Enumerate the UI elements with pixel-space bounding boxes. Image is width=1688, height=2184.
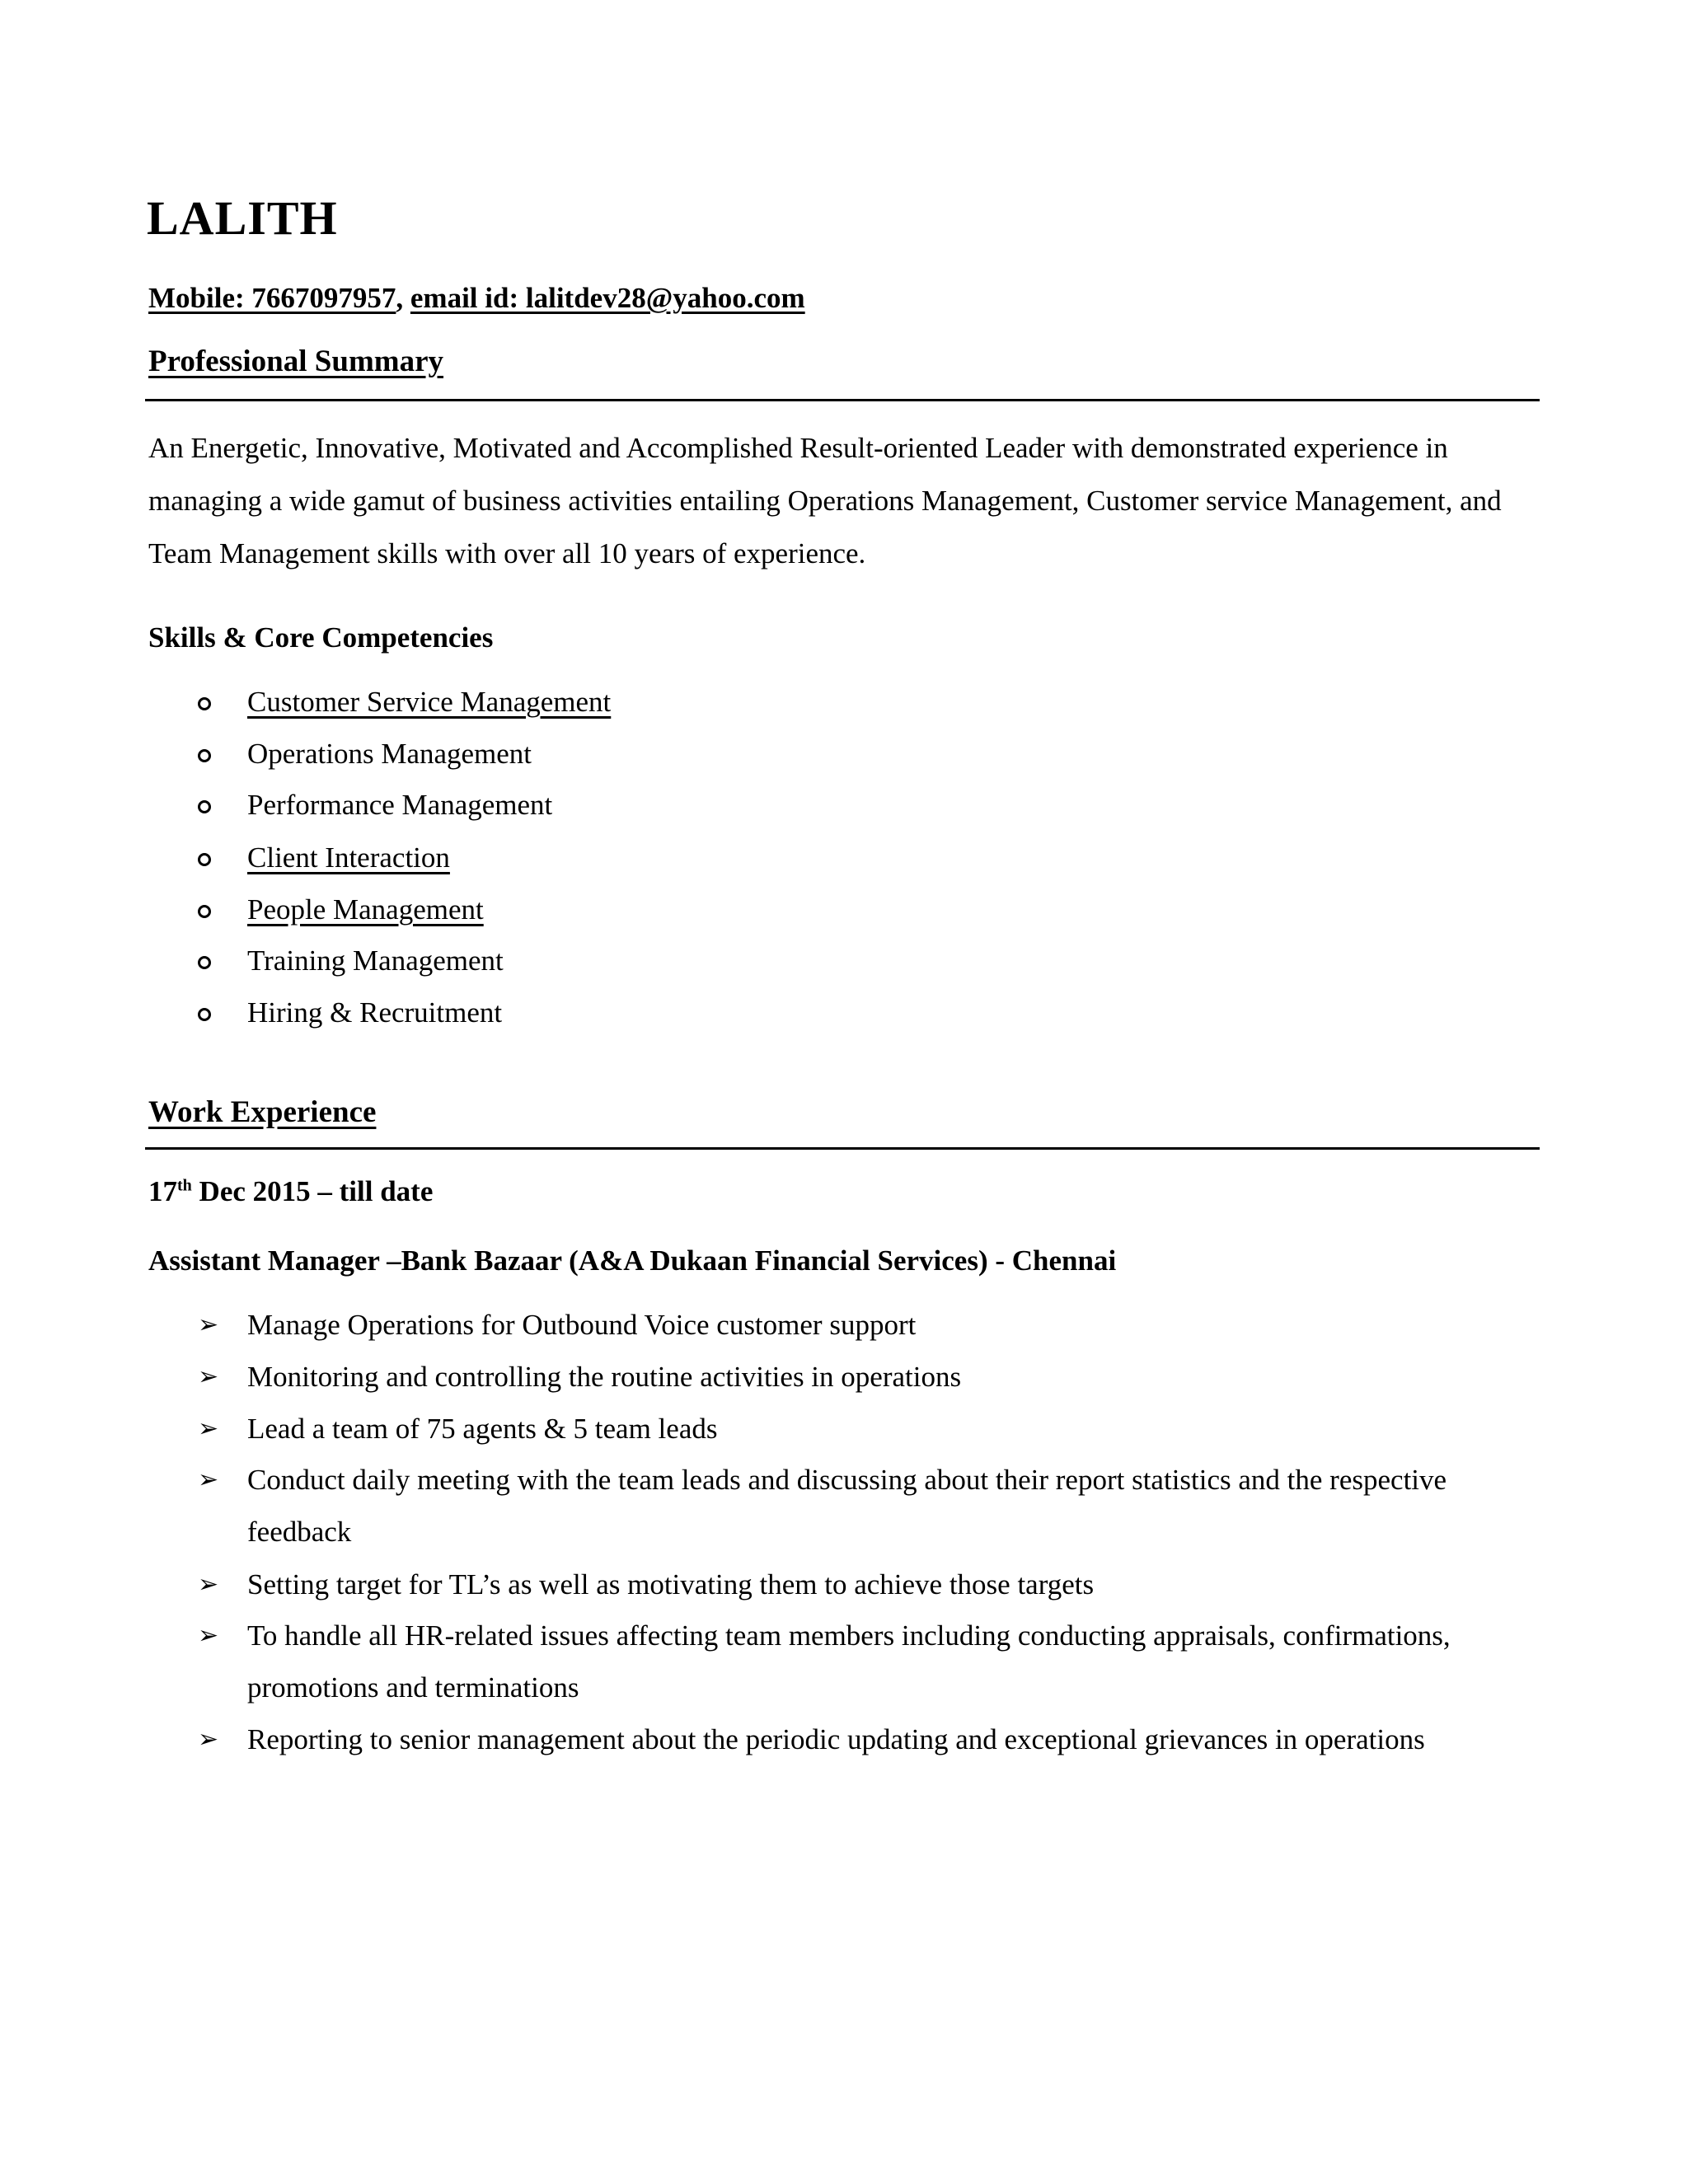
arrow-bullet-icon: ➢ bbox=[198, 1725, 219, 1754]
experience-heading: Work Experience bbox=[148, 1095, 377, 1129]
skills-heading: Skills & Core Competencies bbox=[148, 621, 494, 654]
arrow-bullet-icon: ➢ bbox=[198, 1465, 219, 1494]
job-date-suffix: th bbox=[177, 1176, 192, 1195]
duty-text: Monitoring and controlling the routine activities in operations bbox=[247, 1361, 962, 1393]
contact-separator: , bbox=[396, 282, 410, 314]
contact-line bbox=[148, 284, 805, 312]
job-date bbox=[148, 1177, 433, 1206]
circle-bullet-icon bbox=[198, 905, 211, 918]
duty-text: Reporting to senior management about the periodic updating and exceptional grievances in operations bbox=[247, 1723, 1425, 1755]
skill-label: Customer Service Management bbox=[247, 686, 612, 718]
arrow-bullet-icon: ➢ bbox=[198, 1362, 219, 1391]
circle-bullet-icon bbox=[198, 749, 211, 762]
arrow-bullet-icon: ➢ bbox=[198, 1570, 219, 1599]
arrow-bullet-icon: ➢ bbox=[198, 1621, 219, 1650]
circle-bullet-icon bbox=[198, 956, 211, 969]
job-role: Assistant Manager –Bank Bazaar (A&A Dukaan Financial Services) - Chennai bbox=[148, 1244, 1117, 1277]
circle-bullet-icon bbox=[198, 1008, 211, 1021]
summary-heading: Professional Summary bbox=[148, 344, 444, 378]
duty-text: Conduct daily meeting with the team leads and discussing about their report statistics and the respective feedback bbox=[247, 1464, 1447, 1548]
circle-bullet-icon bbox=[198, 853, 211, 866]
skill-label: Client Interaction bbox=[247, 841, 450, 874]
skill-label: Performance Management bbox=[247, 789, 553, 821]
skill-label: Training Management bbox=[247, 944, 504, 977]
duty-text: To handle all HR-related issues affecting team members including conducting appraisals, confirmations, promotions and terminations bbox=[247, 1619, 1451, 1704]
skill-label: Operations Management bbox=[247, 738, 532, 770]
circle-bullet-icon bbox=[198, 697, 211, 710]
job-date-rest: Dec 2015 – till date bbox=[191, 1175, 434, 1207]
candidate-name: LALITH bbox=[147, 191, 338, 245]
summary-divider bbox=[145, 399, 1540, 401]
arrow-bullet-icon: ➢ bbox=[198, 1414, 219, 1443]
summary-text: An Energetic, Innovative, Motivated and Accomplished Result-oriented Leader with demonstrated experience in managing a wide gamut of business activities entailing Operations Management, Customer service Management, and Team Management skills with over all 10 years of experience. bbox=[148, 432, 1502, 569]
duty-text: Lead a team of 75 agents & 5 team leads bbox=[247, 1413, 718, 1445]
contact-mobile: Mobile: 7667097957 bbox=[148, 282, 396, 314]
job-date-day: 17 bbox=[148, 1175, 177, 1207]
skill-label: Hiring & Recruitment bbox=[247, 996, 503, 1029]
duty-text: Manage Operations for Outbound Voice customer support bbox=[247, 1309, 917, 1341]
duty-text: Setting target for TL’s as well as motivating them to achieve those targets bbox=[247, 1568, 1095, 1601]
skill-label: People Management bbox=[247, 893, 484, 926]
experience-divider bbox=[145, 1147, 1540, 1150]
arrow-bullet-icon: ➢ bbox=[198, 1310, 219, 1339]
circle-bullet-icon bbox=[198, 800, 211, 813]
contact-email[interactable]: email id: lalitdev28@yahoo.com bbox=[410, 282, 805, 314]
